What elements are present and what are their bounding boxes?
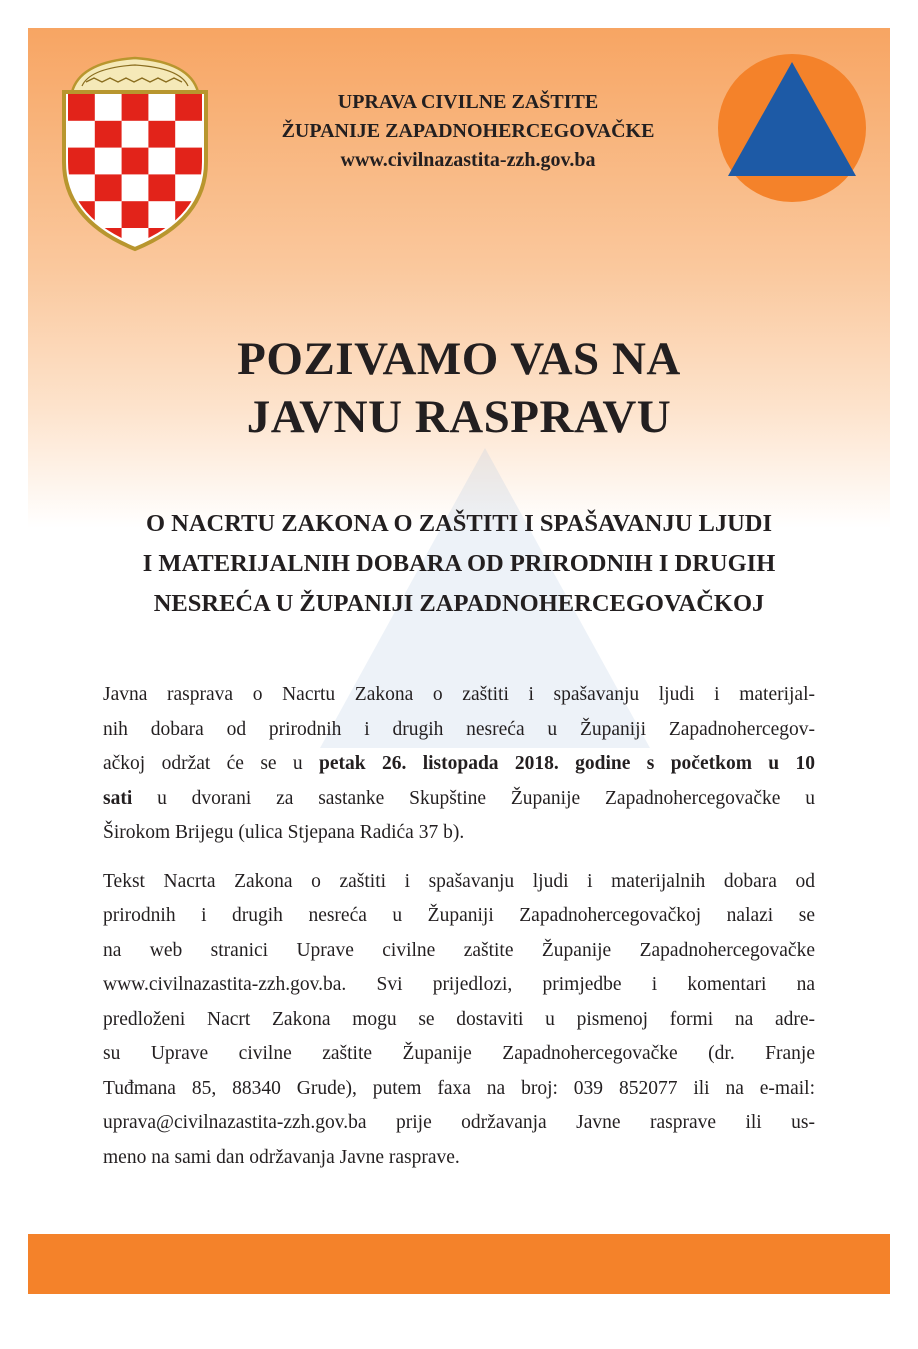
paragraph-submissions xyxy=(103,865,815,1176)
paragraph-text: u dvorani za sastanke Skupštine Županije Zapadnohercegovačke u xyxy=(132,787,815,809)
civil-defence-triangle-icon xyxy=(716,52,868,204)
subtitle-line3: NESREĆA U ŽUPANIJI ZAPADNOHERCEGOVAČKOJ xyxy=(153,590,765,617)
paragraph-line: prirodnih i drugih nesreća u Županiji Zapadnohercegovačkoj nalazi se xyxy=(103,905,815,926)
paragraph-line: predloženi Nacrt Zakona mogu se dostaviti u pismenoj formi na adre- xyxy=(103,1008,815,1030)
paragraph-line: meno na sami dan održavanja Javne rasprave. xyxy=(103,1146,460,1168)
paragraph-line: na web stranici Uprave civilne zaštite Županije Zapadnohercegovačke xyxy=(103,939,815,961)
paragraph-line: nih dobara od prirodnih i drugih nesreća u Županiji Zapadnohercegov- xyxy=(103,718,815,740)
org-name-line1: UPRAVA CIVILNE ZAŠTITE xyxy=(337,91,599,113)
paragraph-line: Tuđmana 85, 88340 Grude), putem faxa na broj: 039 852077 ili na e-mail: xyxy=(103,1077,815,1099)
org-website-link[interactable]: www.civilnazastita-zzh.gov.ba xyxy=(340,149,596,171)
poster xyxy=(28,28,890,1294)
paragraph-schedule xyxy=(103,678,815,851)
subtitle-line1: O NACRTU ZAKONA O ZAŠTITI I SPAŠAVANJU LJUDI xyxy=(145,510,773,537)
subtitle-line2: I MATERIJALNIH DOBARA OD PRIRODNIH I DRUGIH xyxy=(142,550,776,577)
event-time-unit: sati xyxy=(103,787,133,809)
paragraph-text: ačkoj održat će se u xyxy=(103,753,320,774)
paragraph-line: www.civilnazastita-zzh.gov.ba. Svi prijedlozi, primjedbe i komentari na xyxy=(103,974,815,995)
title-line1: POZIVAMO VAS NA xyxy=(237,333,681,385)
paragraph-line: su Uprave civilne zaštite Županije Zapadnohercegovačke (dr. Franje xyxy=(103,1043,815,1064)
event-date-time: petak 26. listopada 2018. godine s početkom u 10 xyxy=(319,753,815,774)
paragraph-line xyxy=(103,747,815,782)
footer-bar xyxy=(28,1234,890,1294)
announcement-body xyxy=(103,678,815,1189)
page-subtitle xyxy=(28,504,890,624)
paragraph-line: Širokom Brijegu (ulica Stjepana Radića 37 b). xyxy=(103,822,465,843)
paragraph-line: uprava@civilnazastita-zzh.gov.ba prije održavanja Javne rasprave ili us- xyxy=(103,1112,815,1133)
paragraph-line xyxy=(103,782,815,817)
org-name-line2: ŽUPANIJE ZAPADNOHERCEGOVAČKE xyxy=(281,120,655,142)
paragraph-line: Tekst Nacrta Zakona o zaštiti i spašavanju ljudi i materijalnih dobara od xyxy=(103,870,815,892)
page-title xyxy=(28,330,890,446)
title-line2: JAVNU RASPRAVU xyxy=(246,391,672,443)
paragraph-line: Javna rasprava o Nacrtu Zakona o zaštiti i spašavanju ljudi i materijal- xyxy=(103,684,815,705)
coat-of-arms-checkerboard-icon xyxy=(50,52,220,252)
organization-header xyxy=(228,88,708,175)
